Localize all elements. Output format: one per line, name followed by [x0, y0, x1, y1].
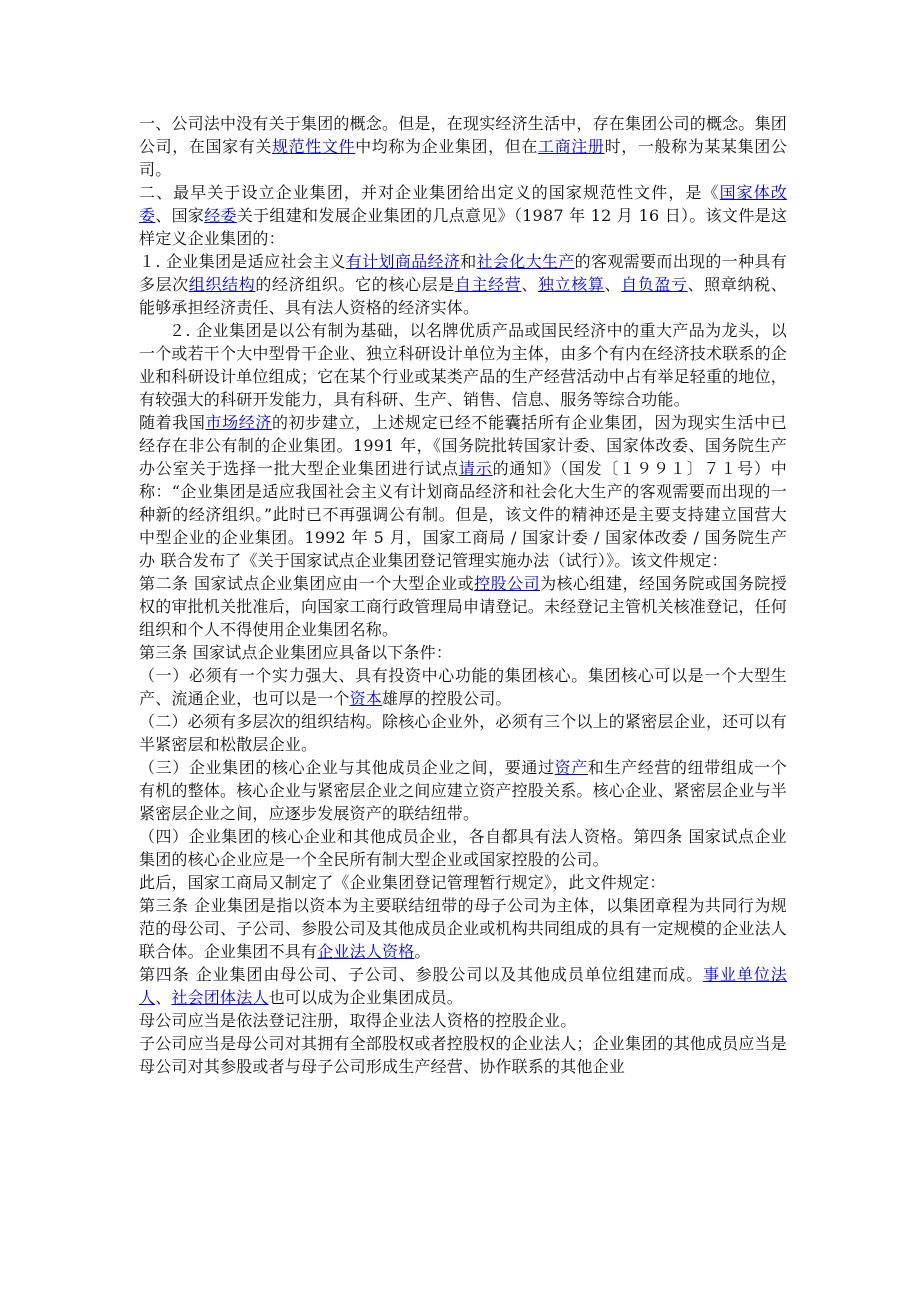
hyperlink[interactable]: 规范性文件 [272, 137, 356, 156]
text-run: 中均称为企业集团，但在 [355, 137, 539, 156]
text-run: （四）企业集团的核心企业和其他成员企业，各自都具有法人资格。第四条 国家试点企业集团的核心企业应是一个全民所有制大型企业或国家控股的公司。 [139, 827, 787, 869]
text-run: 、 [604, 275, 622, 294]
hyperlink[interactable]: 自负盈亏 [621, 275, 688, 294]
text-run: 的初步建立，上述规定已经不能囊括所有企业集团，因为现实生活中已经存在非公有制的企业集团。1991 年，《国务院批转国家计委、国家体改委、国务院生产办公室关于选择一批大型企业集团进行试点 [139, 413, 787, 478]
text-run: 随着我国 [139, 413, 206, 432]
paragraph [139, 756, 787, 825]
text-run: 和 [460, 252, 477, 271]
text-run: 关于组建和发展企业集团的几点意见》（1987 年 12 月 16 日）。该文件是这样定义企业集团的： [139, 206, 788, 248]
hyperlink[interactable]: 资本 [349, 689, 383, 708]
hyperlink[interactable]: 社会化大生产 [476, 252, 575, 271]
hyperlink[interactable]: 组织结构 [188, 275, 256, 294]
text-run: 、照章纳税、能够承担经济责任、具有法人资格的经济实体。 [139, 275, 787, 317]
hyperlink[interactable]: 自主经营 [454, 275, 522, 294]
text-run: １. 企业集团是适应社会主义 [139, 252, 346, 271]
text-run: 第四条 企业集团由母公司、子公司、参股公司以及其他成员单位组建而成。 [139, 965, 704, 984]
paragraph [139, 572, 787, 641]
paragraph [139, 319, 787, 411]
paragraph [139, 710, 787, 756]
paragraph [139, 825, 787, 871]
paragraph [139, 112, 787, 181]
text-run: 第三条 国家试点企业集团应具备以下条件： [139, 643, 453, 662]
text-run: 、国家 [155, 206, 205, 225]
hyperlink[interactable]: 市场经济 [205, 413, 273, 432]
hyperlink[interactable]: 有计划商品经济 [345, 252, 461, 271]
text-run: 此后，国家工商局又制定了《企业集团登记管理暂行规定》，此文件规定： [139, 873, 666, 892]
text-run: 一、公司法中没有关于集团的概念。但是，在现实经济生活中，存在集团公司的概念。集团公司，在国家有关 [139, 114, 788, 156]
paragraph [139, 181, 787, 250]
paragraph [139, 411, 787, 572]
text-run: 母公司应当是依法登记注册，取得企业法人资格的控股企业。 [139, 1011, 577, 1030]
hyperlink[interactable]: 控股公司 [474, 574, 541, 593]
hyperlink[interactable]: 工商注册 [538, 137, 605, 156]
hyperlink[interactable]: 国家体改委 [139, 183, 787, 225]
text-run: ２. 企业集团是以公有制为基础，以名牌优质产品或国民经济中的重大产品为龙头，以一个或若干个大中型骨干企业、独立科研设计单位为主体，由多个有内在经济技术联系的企业和科研设计单位组成；它在某个行业或某类产品的生产经营活动中占有举足轻重的地位，有较强大的科研开发能力，具有科研、生产、销售、信息、服务等综合功能。 [139, 321, 788, 409]
text-run: 时，一般称为某某集团公司。 [139, 137, 788, 179]
text-run: 二、最早关于设立企业集团，并对企业集团给出定义的国家规范性文件，是《 [139, 183, 720, 202]
document-body [139, 112, 787, 1078]
hyperlink[interactable]: 社会团体法人 [171, 988, 269, 1007]
text-run: 第三条 企业集团是指以资本为主要联结纽带的母子公司为主体，以集团章程为共同行为规范的母公司、子公司、参股公司及其他成员企业或机构共同组成的具有一定规模的企业法人联合体。企业集团不具有 [139, 896, 788, 961]
paragraph [139, 963, 787, 1009]
text-run: 的通知》（国发〔１９９１〕７１号）中称：“企业集团是适应我国社会主义有计划商品经济和社会化大生产的客观需要而出现的一种新的经济组织。”此时已不再强调公有制。但是，该文件的精神还是主要支持建立国营大中型企业的企业集团。1992 年 5 月，国家工商局 / 国家计委 / 国家体改委 / 国务院生产办 联合发布了《关于国家试点企业集团登记管理实施办法（试行）》。该文件规定： [139, 459, 787, 570]
hyperlink[interactable]: 经委 [204, 206, 237, 225]
text-run: 为核心组建，经国务院或国务院授权的审批机关批准后，向国家工商行政管理局申请登记。未经登记主管机关核准登记，任何组织和个人不得使用企业集团名称。 [139, 574, 788, 639]
text-run: （三）企业集团的核心企业与其他成员企业之间，要通过 [139, 758, 555, 777]
text-run: 雄厚的控股公司。 [382, 689, 512, 708]
text-run: 第二条 国家试点企业集团应由一个大型企业或 [139, 574, 475, 593]
paragraph [139, 894, 787, 963]
paragraph [139, 871, 787, 894]
hyperlink[interactable]: 事业单位法人 [139, 965, 787, 1007]
paragraph [139, 641, 787, 664]
text-run: 、 [521, 275, 538, 294]
hyperlink[interactable]: 企业法人资格 [317, 942, 415, 961]
hyperlink[interactable]: 独立核算 [538, 275, 605, 294]
text-run: 、 [155, 988, 172, 1007]
text-run: 的客观需要而出现的一种具有多层次 [139, 252, 787, 294]
text-run: （一）必须有一个实力强大、具有投资中心功能的集团核心。集团核心可以是一个大型生产、流通企业，也可以是一个 [139, 666, 787, 708]
text-run: 也可以成为企业集团成员。 [268, 988, 464, 1007]
text-run: 的经济组织。它的核心层是 [255, 275, 455, 294]
paragraph [139, 250, 787, 319]
text-run: 子公司应当是母公司对其拥有全部股权或者控股权的企业法人；企业集团的其他成员应当是母公司对其参股或者与母子公司形成生产经营、协作联系的其他企业 [139, 1034, 788, 1076]
hyperlink[interactable]: 资产 [554, 758, 588, 777]
text-run: 。 [414, 942, 431, 961]
paragraph [139, 1032, 787, 1078]
paragraph [139, 1009, 787, 1032]
hyperlink[interactable]: 请示 [458, 459, 493, 478]
paragraph [139, 664, 787, 710]
text-run: 和生产经营的纽带组成一个有机的整体。核心企业与紧密层企业之间应建立资产控股关系。核心企业、紧密层企业与半紧密层企业之间，应逐步发展资产的联结纽带。 [139, 758, 788, 823]
text-run: （二）必须有多层次的组织结构。除核心企业外，必须有三个以上的紧密层企业，还可以有半紧密层和松散层企业。 [139, 712, 788, 754]
